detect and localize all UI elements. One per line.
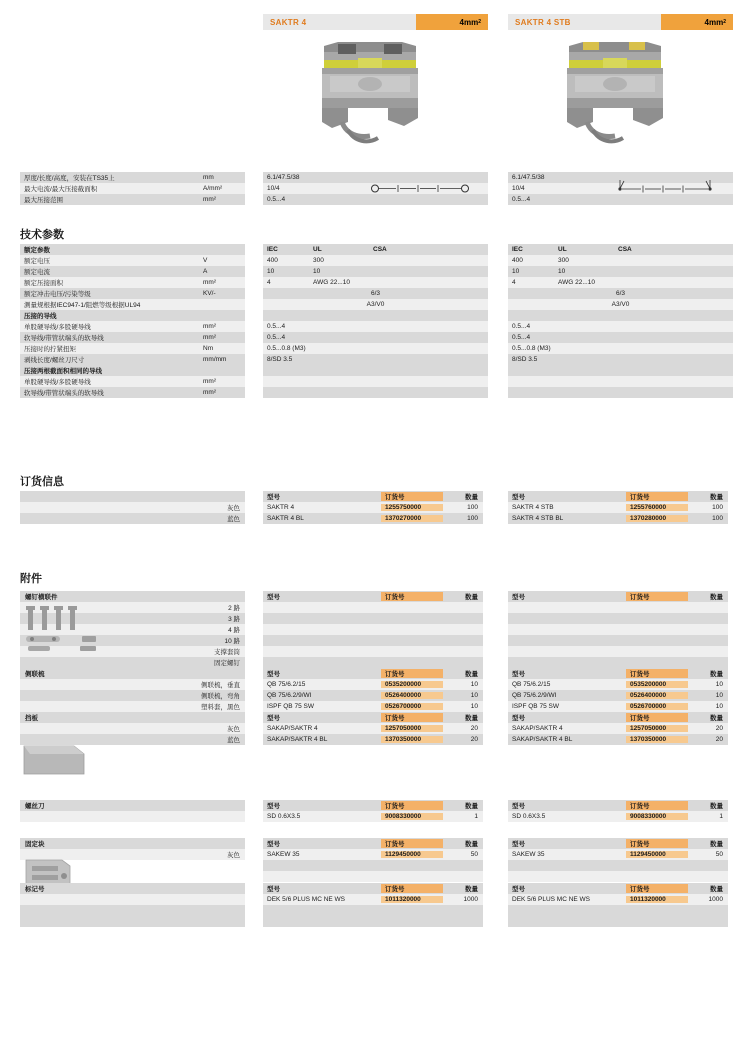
table-row: SAKTR 4 STB 1255760000 100 xyxy=(508,502,728,513)
table-row: DEK 5/6 PLUS MC NE WS 1011320000 1000 xyxy=(508,894,728,905)
table-header-row: 型号 订货号 数量 xyxy=(263,491,483,502)
table-row: SD 0.6X3.5 9008330000 1 xyxy=(263,811,483,822)
acc-filler-2 xyxy=(508,860,728,882)
acc-group-4-table-1 xyxy=(263,800,483,822)
table-header-row: 型号 订货号 数量 xyxy=(508,591,728,602)
table-header-row: 型号 订货号 数量 xyxy=(263,883,483,894)
table-row xyxy=(263,613,483,624)
ordering-left-labels xyxy=(20,491,245,524)
acc-group-3-table-2 xyxy=(508,712,728,745)
acc-group-2-table-2 xyxy=(508,668,728,712)
tech-row: 额定电流 A xyxy=(20,266,245,277)
acc-group-2-table-1 xyxy=(263,668,483,712)
table-header-row: 型号 订货号 数量 xyxy=(263,838,483,849)
table-row xyxy=(508,635,728,646)
table-row: QB 75/6.2/15 0535200000 10 xyxy=(263,679,483,690)
acc-group-1-labels: 螺钉横联件 2 路 3 路 4 路 10 路 支撑套筒 固定螺钉 xyxy=(20,591,245,668)
ordering-table-1 xyxy=(263,491,483,524)
tech-values-2: IEC UL CSA 400 300 10 10 4 AWG 22...10 6/3 A3/V0 0.5...4 0.5...4 0.5...0.8 (M3) 8/SD 3.5 xyxy=(508,244,733,398)
tech-group-header: 压接两根截面积相同的导线 xyxy=(20,365,245,376)
product-header-2 xyxy=(508,14,733,30)
product-name-1: SAKTR 4 xyxy=(263,14,416,30)
table-row: QB 75/6.2/15 0535200000 10 xyxy=(508,679,728,690)
dimension-row: 最大电流/最大压接截面积 A/mm² xyxy=(20,183,245,194)
tech-row: 软导线/带管状端头的软导线 mm² xyxy=(20,332,245,343)
accessories-section-title: 附件 xyxy=(20,573,42,585)
acc-group-3-labels: 挡板 灰色 蓝色 xyxy=(20,712,245,745)
tech-group-header: 额定参数 xyxy=(20,244,245,255)
dimension-label-table xyxy=(20,172,245,205)
table-row: ISPF QB 75 SW 0526700000 10 xyxy=(508,701,728,712)
ordering-color-label: 灰色 xyxy=(20,502,245,513)
tech-row: 软导线/带管状端头的软导线 mm² xyxy=(20,387,245,398)
acc-group-5-table-2 xyxy=(508,838,728,860)
table-row: SD 0.6X3.5 9008330000 1 xyxy=(508,811,728,822)
table-row: DEK 5/6 PLUS MC NE WS 1011320000 1000 xyxy=(263,894,483,905)
acc-group-1-table-2 xyxy=(508,591,728,668)
table-header-row: 型号 订货号 数量 xyxy=(263,591,483,602)
tech-section-title: 技术参数 xyxy=(20,229,64,241)
tech-row: 剥线长度/螺丝刀尺寸 mm/mm xyxy=(20,354,245,365)
table-row: SAKAP/SAKTR 4 BL 1370350000 20 xyxy=(263,734,483,745)
table-row xyxy=(508,657,728,668)
tech-label-table xyxy=(20,244,245,398)
tech-row: 额定冲击电压/污染等级 KV/- xyxy=(20,288,245,299)
table-row: SAKTR 4 STB BL 1370280000 100 xyxy=(508,513,728,524)
tech-group-header: 压接的导线 xyxy=(20,310,245,321)
ordering-color-label: 蓝色 xyxy=(20,513,245,524)
tech-row: 额定压接面积 mm² xyxy=(20,277,245,288)
acc-group-1-table-1 xyxy=(263,591,483,668)
acc-bottom-filler-1 xyxy=(263,905,483,927)
dimension-row: 厚度/长度/高度，安装在TS35上 mm xyxy=(20,172,245,183)
tech-row: 测量规根据IEC947-1/阻燃等级根据UL94 xyxy=(20,299,245,310)
tech-row: 额定电压 V xyxy=(20,255,245,266)
acc-group-5-table-1 xyxy=(263,838,483,860)
table-row: SAKTR 4 BL 1370270000 100 xyxy=(263,513,483,524)
acc-bottom-filler-left xyxy=(20,905,245,927)
product-image-2 xyxy=(508,34,733,162)
dimension-values-1: 6.1/47.5/38 10/4 0.5...4 xyxy=(263,172,488,205)
table-row: SAKEW 35 1129450000 50 xyxy=(263,849,483,860)
acc-group-6-table-1 xyxy=(263,883,483,905)
table-row xyxy=(263,602,483,613)
dimension-row: 最大压接范围 mm² xyxy=(20,194,245,205)
table-row xyxy=(263,657,483,668)
product-header-1 xyxy=(263,14,488,30)
table-row xyxy=(508,624,728,635)
table-row xyxy=(263,624,483,635)
dimension-values-2: 6.1/47.5/38 10/4 0.5...4 xyxy=(508,172,733,205)
table-row: ISPF QB 75 SW 0526700000 10 xyxy=(263,701,483,712)
tech-row: 单股硬导线/多股硬导线 mm² xyxy=(20,321,245,332)
tech-row: 单股硬导线/多股硬导线 mm² xyxy=(20,376,245,387)
acc-group-5-labels: 固定块 灰色 xyxy=(20,838,245,860)
acc-group-2-labels: 侧联梳 侧联梳，垂直 侧联梳，弯角 塑料套，黑色 xyxy=(20,668,245,712)
table-header-row: 型号 订货号 数量 xyxy=(508,800,728,811)
table-row xyxy=(508,613,728,624)
table-header-row: 型号 订货号 数量 xyxy=(508,712,728,723)
table-header-row: 型号 订货号 数量 xyxy=(508,838,728,849)
table-row xyxy=(263,646,483,657)
product-image-1 xyxy=(263,34,488,162)
acc-group-4-table-2 xyxy=(508,800,728,822)
table-row: SAKAP/SAKTR 4 1257050000 20 xyxy=(263,723,483,734)
tech-row: 压接时的拧紧扭矩 Nm xyxy=(20,343,245,354)
table-row: SAKAP/SAKTR 4 BL 1370350000 20 xyxy=(508,734,728,745)
table-header-row: 型号 订货号 数量 xyxy=(263,800,483,811)
table-header-row: 型号 订货号 数量 xyxy=(508,883,728,894)
table-header-row: 型号 订货号 数量 xyxy=(508,491,728,502)
acc-group-6-table-2 xyxy=(508,883,728,905)
table-header-row: 型号 订货号 数量 xyxy=(263,712,483,723)
product-name-2: SAKTR 4 STB xyxy=(508,14,661,30)
ordering-section-title: 订货信息 xyxy=(20,476,64,488)
table-row: QB 75/6.2/9/WI 0526400000 10 xyxy=(508,690,728,701)
acc-group-4-labels: 螺丝刀 xyxy=(20,800,245,822)
table-row: SAKTR 4 1255750000 100 xyxy=(263,502,483,513)
circuit-symbol-2 xyxy=(615,178,715,196)
table-row xyxy=(508,602,728,613)
table-row: SAKAP/SAKTR 4 1257050000 20 xyxy=(508,723,728,734)
table-row: SAKEW 35 1129450000 50 xyxy=(508,849,728,860)
ordering-table-2 xyxy=(508,491,728,524)
acc-group-3-table-1 xyxy=(263,712,483,745)
table-header-row: 型号 订货号 数量 xyxy=(263,668,483,679)
acc-filler-1 xyxy=(263,860,483,882)
acc-group-6-labels: 标记号 xyxy=(20,883,245,905)
product-area-1: 4mm 2 xyxy=(416,14,488,30)
table-header-row: 型号 订货号 数量 xyxy=(508,668,728,679)
table-row xyxy=(508,646,728,657)
product-area-2: 4mm 2 xyxy=(661,14,733,30)
table-row xyxy=(263,635,483,646)
screw-connector-image xyxy=(22,604,162,656)
table-row: QB 75/6.2/9/WI 0526400000 10 xyxy=(263,690,483,701)
circuit-symbol-1 xyxy=(370,183,470,196)
end-plate-image xyxy=(22,740,102,782)
tech-values-1: IEC UL CSA 400 300 10 10 4 AWG 22...10 6/3 A3/V0 0.5...4 0.5...4 0.5...0.8 (M3) 8/SD 3.5 xyxy=(263,244,488,398)
acc-bottom-filler-2 xyxy=(508,905,728,927)
